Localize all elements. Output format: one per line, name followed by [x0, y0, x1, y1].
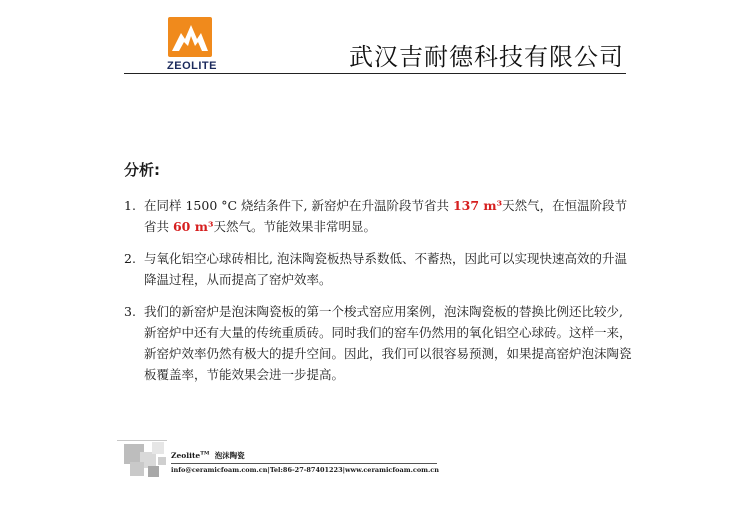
item-text-part: 天然气，在恒温阶段节省共 — [144, 198, 628, 234]
flame-logo-icon — [168, 17, 212, 57]
item-number: 2. — [124, 251, 136, 266]
item-number: 3. — [124, 304, 136, 319]
footer-brand-name: Zeolite — [171, 451, 201, 460]
trademark-mark: TM — [200, 450, 210, 457]
footer-divider — [171, 463, 437, 464]
item-number: 1. — [124, 198, 136, 213]
item-text — [144, 195, 632, 237]
company-name: 武汉吉耐德科技有限公司 — [349, 43, 624, 71]
analysis-item-3 — [124, 301, 632, 385]
analysis-item-1 — [124, 195, 632, 237]
section-heading: 分析: — [124, 161, 160, 179]
gas-saving-holding-value: 60 m³ — [172, 219, 214, 234]
item-text: 与氧化铝空心球砖相比, 泡沫陶瓷板热导系数低、不蓄热，因此可以实现快速高效的升温降温过程，从而提高了窑炉效率。 — [144, 251, 627, 287]
footer-accent-line — [117, 440, 167, 441]
header-divider — [124, 73, 626, 74]
analysis-item-2 — [124, 248, 632, 290]
item-text-part: 在同样 1500 °C 烧结条件下, 新窑炉在升温阶段节省共 — [144, 198, 453, 213]
item-text-part: 天然气。节能效果非常明显。 — [213, 219, 376, 234]
item-text: 我们的新窑炉是泡沫陶瓷板的第一个梭式窑应用案例，泡沫陶瓷板的替换比例还比较少,新窑炉中还有大量的传统重质砖。同时我们的窑车仍然用的氧化铝空心球砖。这样一来，新窑炉效率仍然有极大的提升空间。因此，我们可以很容易预测，如果提高窑炉泡沫陶瓷板覆盖率，节能效果会进一步提高。 — [144, 304, 632, 382]
footer-brand — [171, 450, 245, 461]
footer-contact: info@ceramicfoam.com.cn|Tel:86-27-87401223|www.ceramicfoam.com.cn — [171, 466, 439, 474]
logo-wordmark: ZEOLITE — [167, 60, 217, 72]
gas-saving-heating-value: 137 m³ — [452, 198, 503, 213]
company-logo — [164, 17, 218, 73]
analysis-section — [124, 159, 632, 396]
footer-product: 泡沫陶瓷 — [214, 451, 245, 460]
